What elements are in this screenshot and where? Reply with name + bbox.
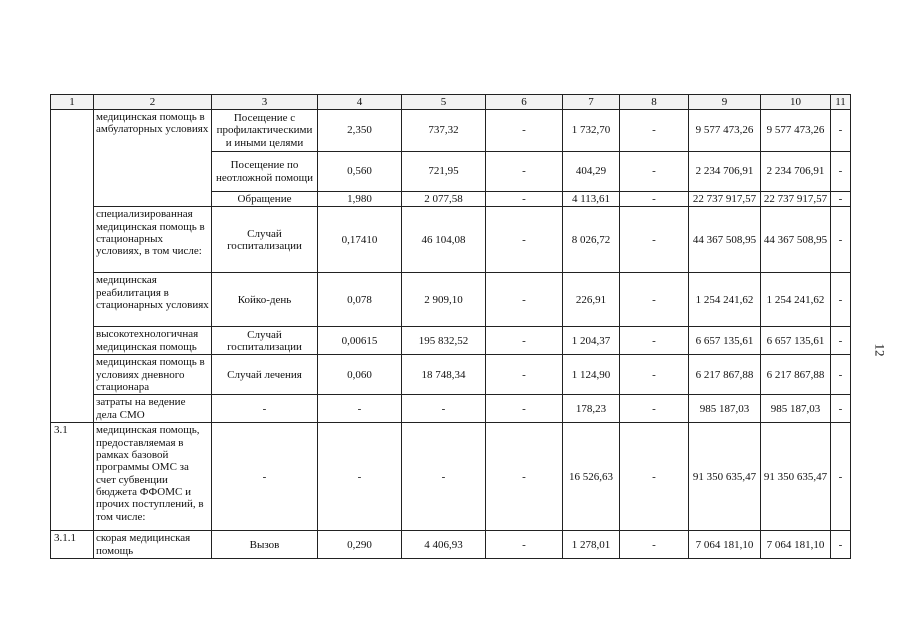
cell-col10: 985 187,03 xyxy=(761,395,831,423)
cell-col8: - xyxy=(620,110,689,152)
cell-col8: - xyxy=(620,192,689,207)
row-name: медицинская помощь, предоставляемая в рамках базовой программы ОМС за счет субвенции бюджета ФФОМС и прочих поступлений, в том числе: xyxy=(94,423,212,531)
column-header-10: 10 xyxy=(761,95,831,110)
cell-col6: - xyxy=(486,355,563,395)
cell-col6: - xyxy=(486,423,563,531)
row-unit: Обращение xyxy=(212,192,318,207)
row-name: медицинская помощь в амбулаторных условиях xyxy=(94,110,212,207)
table-row xyxy=(51,355,851,395)
cell-col11: - xyxy=(831,355,851,395)
cell-col8: - xyxy=(620,395,689,423)
cell-col7: 178,23 xyxy=(563,395,620,423)
cell-col6: - xyxy=(486,273,563,327)
cell-col7: 1 278,01 xyxy=(563,531,620,559)
cell-col5: - xyxy=(402,395,486,423)
cell-col4: 1,980 xyxy=(318,192,402,207)
row-unit: Вызов xyxy=(212,531,318,559)
column-header-2: 2 xyxy=(94,95,212,110)
cell-col11: - xyxy=(831,531,851,559)
cell-col10: 6 217 867,88 xyxy=(761,355,831,395)
cell-col4: 0,290 xyxy=(318,531,402,559)
row-number-empty xyxy=(51,110,94,423)
column-header-5: 5 xyxy=(402,95,486,110)
row-unit: Посещение по неотложной помощи xyxy=(212,152,318,192)
cell-col7: 1 124,90 xyxy=(563,355,620,395)
cell-col6: - xyxy=(486,207,563,273)
table-row xyxy=(51,395,851,423)
cell-col8: - xyxy=(620,152,689,192)
row-number: 3.1.1 xyxy=(51,531,94,559)
cell-col11: - xyxy=(831,110,851,152)
cell-col11: - xyxy=(831,273,851,327)
header-row xyxy=(51,95,851,110)
cell-col10: 22 737 917,57 xyxy=(761,192,831,207)
cell-col4: 0,17410 xyxy=(318,207,402,273)
column-header-11: 11 xyxy=(831,95,851,110)
cell-col10: 44 367 508,95 xyxy=(761,207,831,273)
cell-col8: - xyxy=(620,273,689,327)
cell-col4: 0,060 xyxy=(318,355,402,395)
cell-col7: 1 204,37 xyxy=(563,327,620,355)
row-unit: Посещение с профилактическими и иными целями xyxy=(212,110,318,152)
cell-col8: - xyxy=(620,423,689,531)
cell-col9: 22 737 917,57 xyxy=(689,192,761,207)
data-table xyxy=(50,94,851,559)
cell-col11: - xyxy=(831,423,851,531)
cell-col9: 9 577 473,26 xyxy=(689,110,761,152)
cell-col9: 2 234 706,91 xyxy=(689,152,761,192)
row-name: специализированная медицинская помощь в стационарных условиях, в том числе: xyxy=(94,207,212,273)
cell-col5: 721,95 xyxy=(402,152,486,192)
cell-col11: - xyxy=(831,395,851,423)
cell-col10: 6 657 135,61 xyxy=(761,327,831,355)
cell-col10: 9 577 473,26 xyxy=(761,110,831,152)
cell-col10: 2 234 706,91 xyxy=(761,152,831,192)
cell-col5: 195 832,52 xyxy=(402,327,486,355)
cell-col6: - xyxy=(486,327,563,355)
cell-col6: - xyxy=(486,531,563,559)
cell-col4: - xyxy=(318,395,402,423)
cell-col11: - xyxy=(831,327,851,355)
table-row xyxy=(51,207,851,273)
cell-col4: 0,00615 xyxy=(318,327,402,355)
cell-col9: 91 350 635,47 xyxy=(689,423,761,531)
cell-col6: - xyxy=(486,395,563,423)
table-row xyxy=(51,531,851,559)
cell-col5: 2 909,10 xyxy=(402,273,486,327)
cell-col7: 226,91 xyxy=(563,273,620,327)
row-name: затраты на ведение дела СМО xyxy=(94,395,212,423)
cell-col7: 8 026,72 xyxy=(563,207,620,273)
cell-col9: 6 657 135,61 xyxy=(689,327,761,355)
cell-col5: 4 406,93 xyxy=(402,531,486,559)
cell-col7: 16 526,63 xyxy=(563,423,620,531)
column-header-8: 8 xyxy=(620,95,689,110)
cell-col9: 6 217 867,88 xyxy=(689,355,761,395)
cell-col11: - xyxy=(831,207,851,273)
row-name: медицинская помощь в условиях дневного стационара xyxy=(94,355,212,395)
table-row xyxy=(51,327,851,355)
row-name: скорая медицинская помощь xyxy=(94,531,212,559)
cell-col6: - xyxy=(486,110,563,152)
table-row xyxy=(51,110,851,152)
cell-col9: 1 254 241,62 xyxy=(689,273,761,327)
column-header-3: 3 xyxy=(212,95,318,110)
column-header-9: 9 xyxy=(689,95,761,110)
cell-col6: - xyxy=(486,152,563,192)
cell-col7: 404,29 xyxy=(563,152,620,192)
cell-col7: 4 113,61 xyxy=(563,192,620,207)
cell-col9: 44 367 508,95 xyxy=(689,207,761,273)
cell-col5: 737,32 xyxy=(402,110,486,152)
cell-col5: 18 748,34 xyxy=(402,355,486,395)
column-header-1: 1 xyxy=(51,95,94,110)
cell-col4: 2,350 xyxy=(318,110,402,152)
row-unit: Койко-день xyxy=(212,273,318,327)
table-row xyxy=(51,423,851,531)
cell-col5: 46 104,08 xyxy=(402,207,486,273)
cell-col9: 7 064 181,10 xyxy=(689,531,761,559)
cell-col11: - xyxy=(831,192,851,207)
row-unit: Случай лечения xyxy=(212,355,318,395)
cell-col7: 1 732,70 xyxy=(563,110,620,152)
cell-col10: 1 254 241,62 xyxy=(761,273,831,327)
row-unit: - xyxy=(212,395,318,423)
cell-col8: - xyxy=(620,207,689,273)
cell-col8: - xyxy=(620,531,689,559)
cell-col8: - xyxy=(620,327,689,355)
row-name: высокотехнологичная медицинская помощь xyxy=(94,327,212,355)
cell-col10: 91 350 635,47 xyxy=(761,423,831,531)
row-unit: Случай госпитализации xyxy=(212,327,318,355)
cell-col5: 2 077,58 xyxy=(402,192,486,207)
row-unit: - xyxy=(212,423,318,531)
cell-col11: - xyxy=(831,152,851,192)
column-header-6: 6 xyxy=(486,95,563,110)
table-row xyxy=(51,273,851,327)
cell-col9: 985 187,03 xyxy=(689,395,761,423)
cell-col5: - xyxy=(402,423,486,531)
row-unit: Случай госпитализации xyxy=(212,207,318,273)
row-number: 3.1 xyxy=(51,423,94,531)
cell-col8: - xyxy=(620,355,689,395)
cell-col4: - xyxy=(318,423,402,531)
cell-col4: 0,560 xyxy=(318,152,402,192)
cell-col4: 0,078 xyxy=(318,273,402,327)
page-number: 12 xyxy=(872,343,888,357)
row-name: медицинская реабилитация в стационарных условиях xyxy=(94,273,212,327)
cell-col6: - xyxy=(486,192,563,207)
column-header-7: 7 xyxy=(563,95,620,110)
cell-col10: 7 064 181,10 xyxy=(761,531,831,559)
column-header-4: 4 xyxy=(318,95,402,110)
